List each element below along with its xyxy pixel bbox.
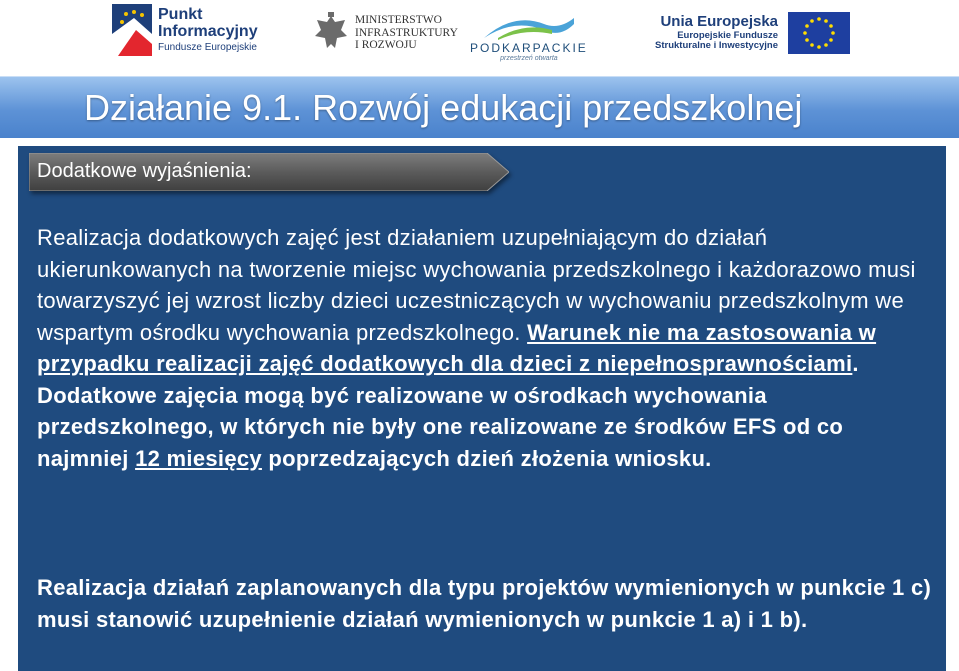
logo-fe-line2: Informacyjny — [158, 22, 258, 40]
page-title: Działanie 9.1. Rozwój edukacji przedszkolnej — [84, 87, 803, 128]
paragraph-1 — [37, 222, 927, 474]
logo-pod-name: PODKARPACKIE — [470, 41, 588, 55]
title-bar — [0, 76, 959, 138]
paragraph-1-highlight: 12 miesięcy — [135, 445, 262, 471]
subtitle-banner — [29, 153, 509, 191]
logo-ministerstwo — [313, 12, 458, 54]
logo-min-line2: INFRASTRUKTURY — [355, 26, 458, 39]
fundusze-europejskie-mark-icon — [112, 4, 152, 56]
paragraph-1-normal: Realizacja dodatkowych zajęć jest działaniem uzupełniającym do działań ukierunkowanych na tworzenie miejsc wychowania przedszkolnego i każdorazowo musi towarzyszyć jej wzrost liczby dzieci uczestniczących w wychowaniu przedszkolnym we wspartym ośrodku wychowania przedszkolnego. — [37, 225, 916, 345]
logo-ue-line3: Strukturalne i Inwestycyjne — [655, 40, 779, 52]
logo-header — [0, 0, 959, 72]
paragraph-2: Realizacja działań zaplanowanych dla typu projektów wymienionych w punkcie 1 c) musi stanowić uzupełnienie działań wymienionych w punkcie 1 a) i 1 b). — [37, 575, 932, 632]
logo-unia-europejska — [655, 12, 850, 54]
logo-min-line3: I ROZWOJU — [355, 39, 417, 52]
subtitle-label: Dodatkowe wyjaśnienia: — [37, 160, 252, 182]
logo-ue-line2: Europejskie Fundusze — [677, 29, 779, 41]
logo-fe-line1: Punkt — [158, 5, 203, 23]
logo-ue-line1: Unia Europejska — [660, 13, 779, 31]
paragraph-1-underlined: Warunek nie ma zastosowania w przypadku realizacji zajęć dodatkowych dla dzieci z niepełnosprawnościami — [37, 319, 877, 376]
logo-fe-line3: Fundusze Europejskie — [158, 41, 257, 53]
paragraph-1-bold-b: poprzedzających dzień złożenia wniosku. — [268, 445, 712, 471]
eu-flag-icon — [788, 12, 850, 54]
logo-podkarpackie — [470, 10, 588, 62]
logo-fundusze-europejskie — [112, 4, 258, 56]
logo-min-line1: MINISTERSTWO — [355, 14, 442, 27]
logo-pod-tagline: przestrzeń otwarta — [500, 55, 558, 62]
podkarpackie-hills-icon — [474, 10, 584, 40]
eagle-emblem-icon — [313, 12, 349, 54]
paragraph-1-bold-a: . Dodatkowe zajęcia mogą być realizowane w ośrodkach wychowania przedszkolnego, w których nie były one realizowane ze środków EFS od co najmniej — [37, 351, 859, 471]
